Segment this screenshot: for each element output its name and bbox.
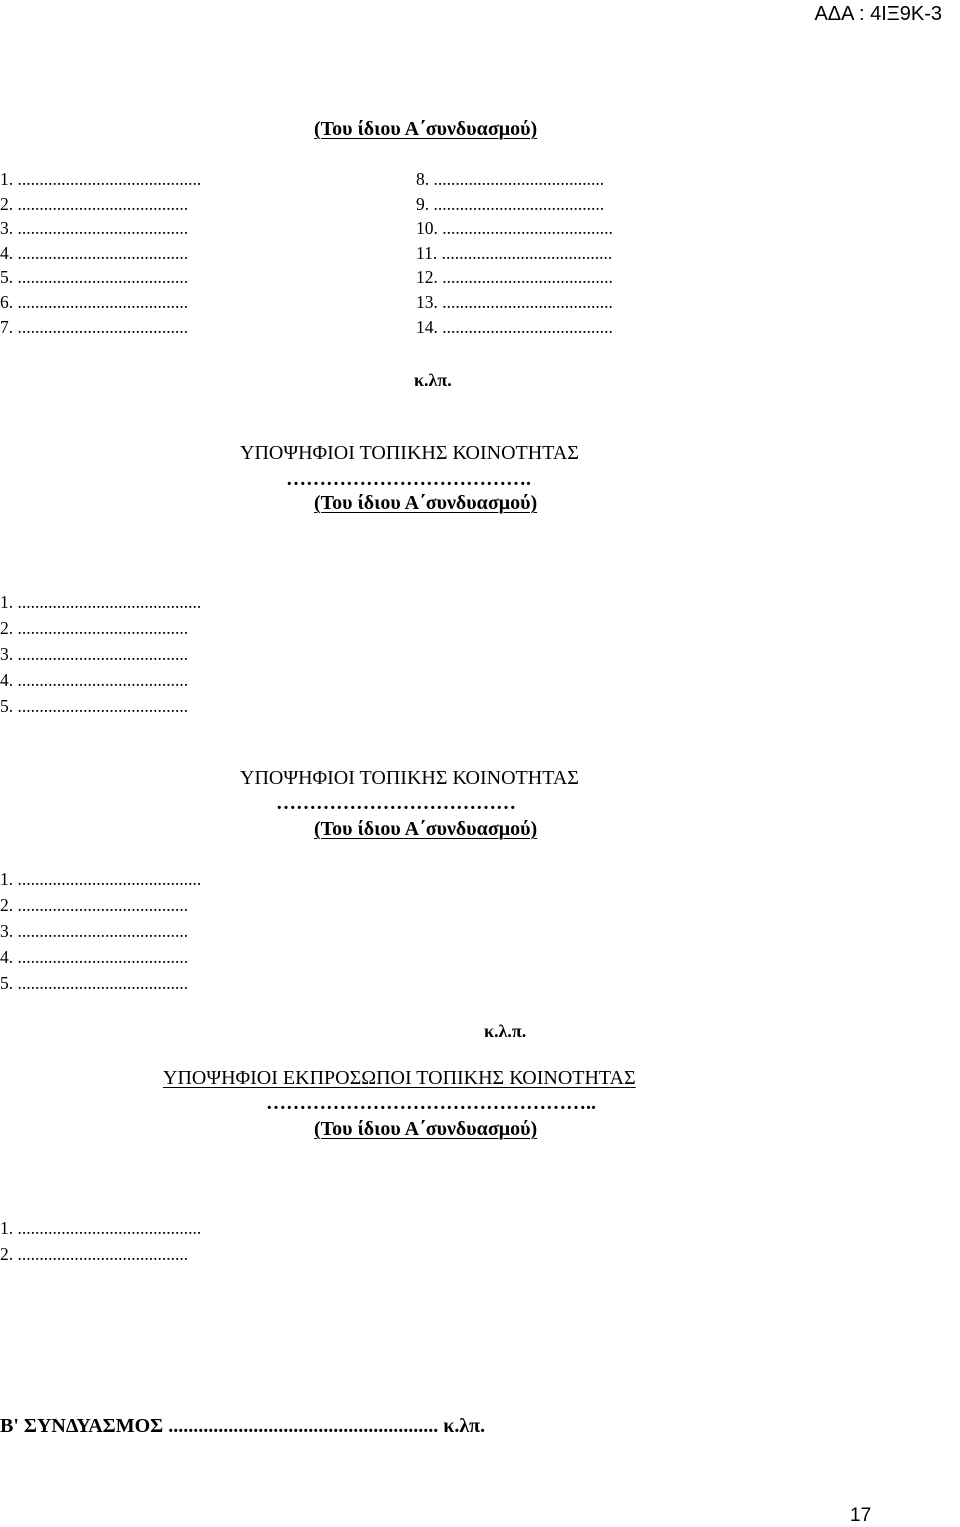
list-item: 2. ....................................... bbox=[0, 618, 189, 638]
section3-title: ΥΠΟΨΗΦΙΟΙ ΤΟΠΙΚΗΣ ΚΟΙΝΟΤΗΤΑΣ bbox=[240, 767, 579, 789]
list-item: 4. ....................................... bbox=[0, 947, 189, 967]
section2-title: ΥΠΟΨΗΦΙΟΙ ΤΟΠΙΚΗΣ ΚΟΙΝΟΤΗΤΑΣ bbox=[240, 442, 579, 464]
list-item: 3. ....................................... bbox=[0, 921, 189, 941]
section2-dots: ………………………………. bbox=[286, 468, 531, 490]
section3-etc: κ.λ.π. bbox=[484, 1021, 527, 1041]
section4-dots: ………………………………………….. bbox=[266, 1092, 596, 1114]
section1-right-list bbox=[416, 167, 613, 339]
list-item: 1. .......................................... bbox=[0, 169, 202, 189]
section3-dots: ……………………………… bbox=[276, 792, 516, 814]
section2-heading: (Του ίδιου Α΄συνδυασμού) bbox=[314, 492, 538, 514]
combination-b: Β' ΣΥΝΔΥΑΣΜΟΣ ...................................................... κ.λπ. bbox=[0, 1415, 486, 1437]
list-item: 11. ....................................... bbox=[416, 242, 613, 263]
list-item: 1. .......................................... bbox=[0, 869, 202, 889]
ada-code: ΑΔΑ : 4ΙΞ9Κ-3 bbox=[814, 3, 942, 25]
list-item: 13. ....................................... bbox=[416, 291, 613, 312]
list-item: 4. ....................................... bbox=[0, 242, 189, 263]
list-item: 1. .......................................... bbox=[0, 1218, 202, 1238]
list-item: 5. ....................................... bbox=[0, 696, 189, 716]
section3-list bbox=[0, 866, 201, 996]
section1-heading: (Του ίδιου Α΄συνδυασμού) bbox=[314, 118, 538, 140]
section4-title: ΥΠΟΨΗΦΙΟΙ ΕΚΠΡΟΣΩΠΟΙ ΤΟΠΙΚΗΣ ΚΟΙΝΟΤΗΤΑΣ bbox=[163, 1067, 636, 1089]
list-item: 4. ....................................... bbox=[0, 670, 189, 690]
list-item: 3. ....................................... bbox=[0, 644, 189, 664]
list-item: 2. ....................................... bbox=[0, 1244, 189, 1264]
list-item: 6. ....................................... bbox=[0, 291, 189, 312]
list-item: 8. ....................................... bbox=[416, 169, 605, 189]
section1-etc: κ.λπ. bbox=[414, 370, 452, 390]
page-number: 17 bbox=[850, 1505, 872, 1526]
section1-left-list bbox=[0, 167, 201, 339]
list-item: 12. ....................................... bbox=[416, 267, 613, 288]
section3-heading: (Του ίδιου Α΄συνδυασμού) bbox=[314, 818, 538, 840]
section4-list bbox=[0, 1215, 201, 1267]
list-item: 5. ....................................... bbox=[0, 973, 189, 993]
section2-list bbox=[0, 589, 201, 719]
list-item: 2. ....................................... bbox=[0, 895, 189, 915]
list-item: 3. ....................................... bbox=[0, 218, 189, 239]
list-item: 10. ....................................... bbox=[416, 218, 613, 239]
list-item: 1. .......................................... bbox=[0, 592, 202, 612]
section4-heading: (Του ίδιου Α΄συνδυασμού) bbox=[314, 1118, 538, 1140]
list-item: 14. ....................................... bbox=[416, 316, 613, 337]
list-item: 2. ....................................... bbox=[0, 193, 189, 214]
list-item: 5. ....................................... bbox=[0, 267, 189, 288]
list-item: 9. ....................................... bbox=[416, 193, 605, 214]
list-item: 7. ....................................... bbox=[0, 316, 189, 337]
